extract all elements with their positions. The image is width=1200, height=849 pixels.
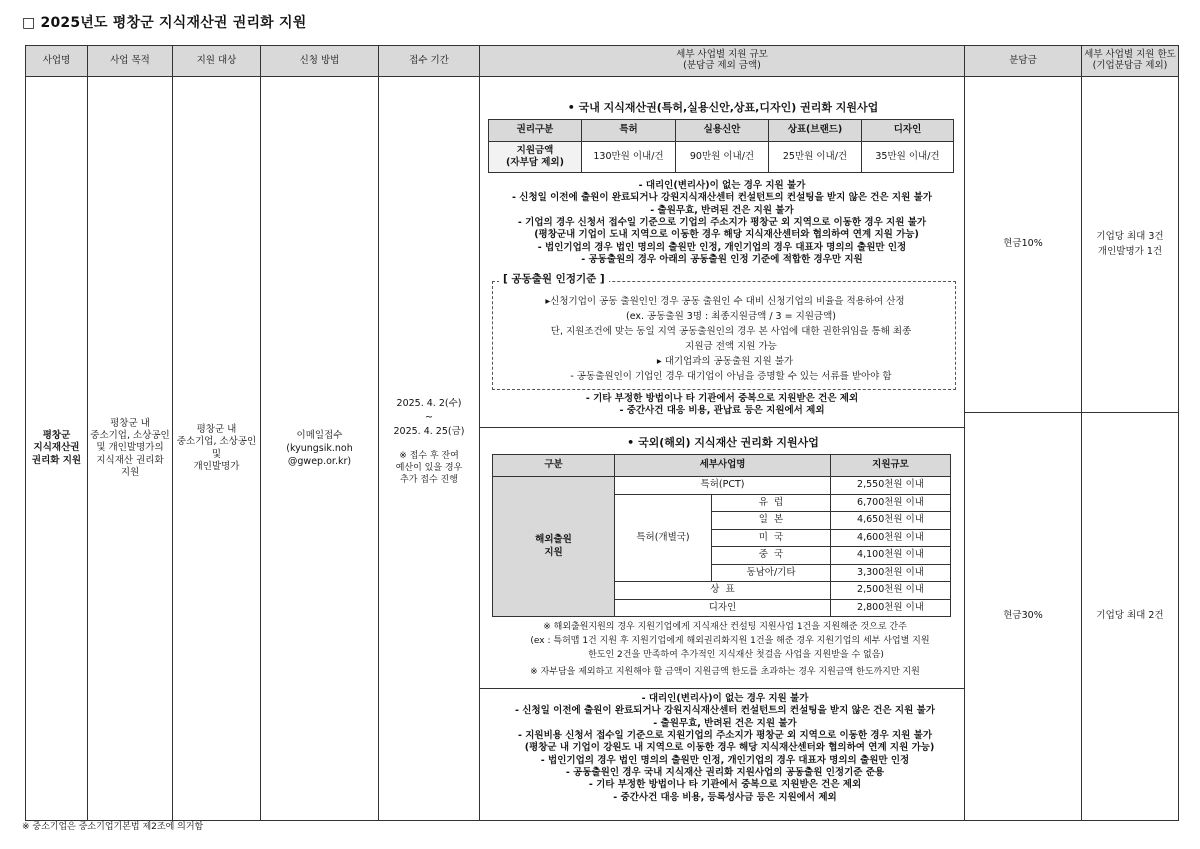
overseas-amount: 4,100천원 이내 (831, 547, 951, 565)
header-detail: 세부 사업별 지원 규모 (분담금 제외 금액) (480, 46, 965, 77)
condition-item: - 법인기업의 경우 법인 명의의 출원만 인정, 개인기업의 경우 대표자 명의의 출원만 인정 (537, 241, 907, 253)
overseas-title: • 국외(해외) 지식재산 권리화 지원사업 (627, 436, 819, 450)
note-line: 한도인 2건을 만족하여 추가적인 지식재산 첫걸음 사업을 지원받을 수 없음) (588, 649, 884, 660)
overseas-country: 미 국 (712, 529, 831, 547)
criteria-title: [ 공동출원 인정기준 ] (499, 273, 609, 286)
overseas-conditions (480, 688, 964, 804)
overseas-notes (486, 621, 958, 680)
header-limit: 세부 사업별 지원 한도 (기업분담금 제외) (1082, 46, 1179, 77)
criteria-line: 단, 지원조건에 맞는 동일 지역 공동출원인의 경우 본 사업에 대한 권한위임을 통해 최종 (550, 325, 912, 337)
period-note: ※ 접수 후 잔여 예산이 있을 경우 추가 접수 진행 (395, 450, 463, 485)
overseas-item: 특허(PCT) (615, 477, 831, 495)
overseas-amount: 6,700천원 이내 (831, 494, 951, 512)
overseas-country: 유 럽 (712, 494, 831, 512)
domestic-header: 특허 (582, 120, 676, 142)
overseas-country: 중 국 (712, 547, 831, 565)
header-share: 분담금 (965, 46, 1082, 77)
condition-item: - 신청일 이전에 출원이 완료되거나 강원지식재산센터 컨설턴트의 컨설팅을 받지 않은 건은 지원 불가 (515, 705, 935, 717)
overseas-country: 동남아/기타 (712, 564, 831, 582)
footnote: ※ 중소기업은 중소기업기본법 제2조에 의거함 (22, 822, 204, 832)
overseas-amount: 4,650천원 이내 (831, 512, 951, 530)
cell-detail (480, 77, 965, 821)
domestic-share: 현금10% (965, 77, 1082, 413)
domestic-header: 상표(브랜드) (769, 120, 862, 142)
condition-item: - 중간사건 대응 비용, 관납료 등은 지원에서 제외 (619, 404, 825, 416)
header-target: 지원 대상 (173, 46, 261, 77)
main-table (25, 45, 1179, 821)
overseas-country: 일 본 (712, 512, 831, 530)
header-purpose: 사업 목적 (88, 46, 173, 77)
condition-item: - 대리인(변리사)이 없는 경우 지원 불가 (641, 692, 809, 704)
overseas-item: 디자인 (615, 599, 831, 617)
domestic-header: 디자인 (862, 120, 954, 142)
overseas-section (480, 428, 964, 804)
condition-item: - 출원무효, 반려된 건은 지원 불가 (650, 204, 794, 216)
overseas-header: 세부사업명 (615, 455, 831, 477)
criteria-line: ▸신청기업이 공동 출원인인 경우 공동 출원인 수 대비 신청기업의 비율을 적용하여 산정 (545, 295, 905, 307)
condition-item: - 신청일 이전에 출원이 완료되거나 강원지식재산센터 컨설턴트의 컨설팅을 받지 않은 건은 지원 불가 (512, 192, 932, 204)
condition-item: - 중간사건 대응 비용, 등록성사금 등은 지원에서 제외 (613, 791, 837, 803)
cell-method: 이메일접수 (kyungsik.noh @gwep.or.kr) (261, 77, 379, 821)
condition-item: - 공동출원인 경우 국내 지식재산 권리화 지원사업의 공동출원 인정기준 준용 (565, 766, 885, 778)
period-dates: 2025. 4. 2(수) ~ 2025. 4. 25(금) (393, 397, 465, 438)
domestic-amount-table (488, 119, 954, 173)
overseas-amount: 2,800천원 이내 (831, 599, 951, 617)
joint-application-criteria (492, 272, 956, 390)
overseas-header: 지원규모 (831, 455, 951, 477)
domestic-section (480, 93, 964, 428)
domestic-amount: 130만원 이내/건 (582, 142, 676, 173)
overseas-share: 현금30% (965, 413, 1082, 821)
condition-item: - 출원무효, 반려된 건은 지원 불가 (653, 717, 797, 729)
cell-program-name: 평창군 지식재산권 권리화 지원 (26, 77, 88, 821)
criteria-line: (ex. 공동출원 3명 : 최종지원금액 / 3 = 지원금액) (626, 310, 836, 322)
overseas-amount: 4,600천원 이내 (831, 529, 951, 547)
criteria-line: 지원금 전액 지원 가능 (685, 341, 777, 353)
overseas-amount: 3,300천원 이내 (831, 564, 951, 582)
header-method: 신청 방법 (261, 46, 379, 77)
domestic-header: 권리구분 (489, 120, 582, 142)
cell-period (379, 77, 480, 821)
condition-item: - 대리인(변리사)이 없는 경우 지원 불가 (638, 180, 806, 192)
domestic-title: • 국내 지식재산권(특허,실용신안,상표,디자인) 권리화 지원사업 (567, 101, 879, 115)
domestic-amount: 90만원 이내/건 (676, 142, 769, 173)
condition-item: (평창군내 기업이 도내 지역으로 이동한 경우 해당 지식재산센터와 협의하여 연계 지원 가능) (534, 229, 919, 241)
condition-item: - 법인기업의 경우 법인 명의의 출원만 인정, 개인기업의 경우 대표자 명의의 출원만 인정 (540, 754, 910, 766)
domestic-limit: 기업당 최대 3건 개인발명가 1건 (1082, 77, 1179, 413)
header-row (26, 46, 1179, 77)
note-line: (ex : 특허맵 1건 지원 후 지원기업에게 해외권리화지원 1건을 해준 경우 지원기업의 세부 사업별 지원 (530, 636, 930, 647)
domestic-amount: 35만원 이내/건 (862, 142, 954, 173)
overseas-item: 상 표 (615, 582, 831, 600)
overseas-amount-table (492, 454, 951, 617)
condition-item: - 기타 부정한 방법이나 타 기관에서 중복으로 지원받은 건은 제외 (585, 392, 859, 404)
note-line: ※ 자부담을 제외하고 지원해야 할 금액이 지원금액 한도를 초과하는 경우 지원금액 한도까지만 지원 (530, 666, 920, 677)
header-period: 접수 기간 (379, 46, 480, 77)
overseas-country-group: 특허(개별국) (615, 494, 712, 582)
domestic-conditions-after (486, 393, 958, 418)
domestic-row-label: 지원금액 (자부담 제외) (489, 142, 582, 173)
domestic-amount: 25만원 이내/건 (769, 142, 862, 173)
overseas-amount: 2,550천원 이내 (831, 477, 951, 495)
condition-item: (평창군 내 기업이 강원도 내 지역으로 이동한 경우 해당 지식재산센터와 협의하여 연계 지원 가능) (524, 742, 935, 754)
page-title: □ 2025년도 평창군 지식재산권 권리화 지원 (22, 15, 307, 31)
overseas-amount: 2,500천원 이내 (831, 582, 951, 600)
criteria-line: - 공동출원인이 기업인 경우 대기업이 아님을 증명할 수 있는 서류를 받아야 함 (570, 371, 892, 383)
overseas-category: 해외출원 지원 (493, 477, 615, 617)
condition-item: - 지원비용 신청서 접수일 기준으로 지원기업의 주소지가 평창군 외 지역으로 이동한 경우 지원 불가 (517, 729, 933, 741)
domestic-header: 실용신안 (676, 120, 769, 142)
condition-item: - 기타 부정한 방법이나 타 기관에서 중복으로 지원받은 건은 제외 (588, 779, 862, 791)
overseas-header: 구분 (493, 455, 615, 477)
domestic-conditions (486, 180, 958, 266)
header-name: 사업명 (26, 46, 88, 77)
cell-purpose: 평창군 내 중소기업, 소상공인 및 개인발명가의 지식재산 권리화 지원 (88, 77, 173, 821)
note-line: ※ 해외출원지원의 경우 지원기업에게 지식재산 컨설팅 지원사업 1건을 지원해준 것으로 간주 (543, 622, 907, 633)
row-domestic (26, 77, 1179, 413)
condition-item: - 공동출원의 경우 아래의 공동출원 인정 기준에 적합한 경우만 지원 (581, 254, 863, 266)
cell-target: 평창군 내 중소기업, 소상공인 및 개인발명가 (173, 77, 261, 821)
overseas-limit: 기업당 최대 2건 (1082, 413, 1179, 821)
criteria-line: ▸ 대기업과의 공동출원 지원 불가 (656, 356, 794, 368)
condition-item: - 기업의 경우 신청서 접수일 기준으로 기업의 주소지가 평창군 외 지역으로 이동한 경우 지원 불가 (517, 217, 927, 229)
